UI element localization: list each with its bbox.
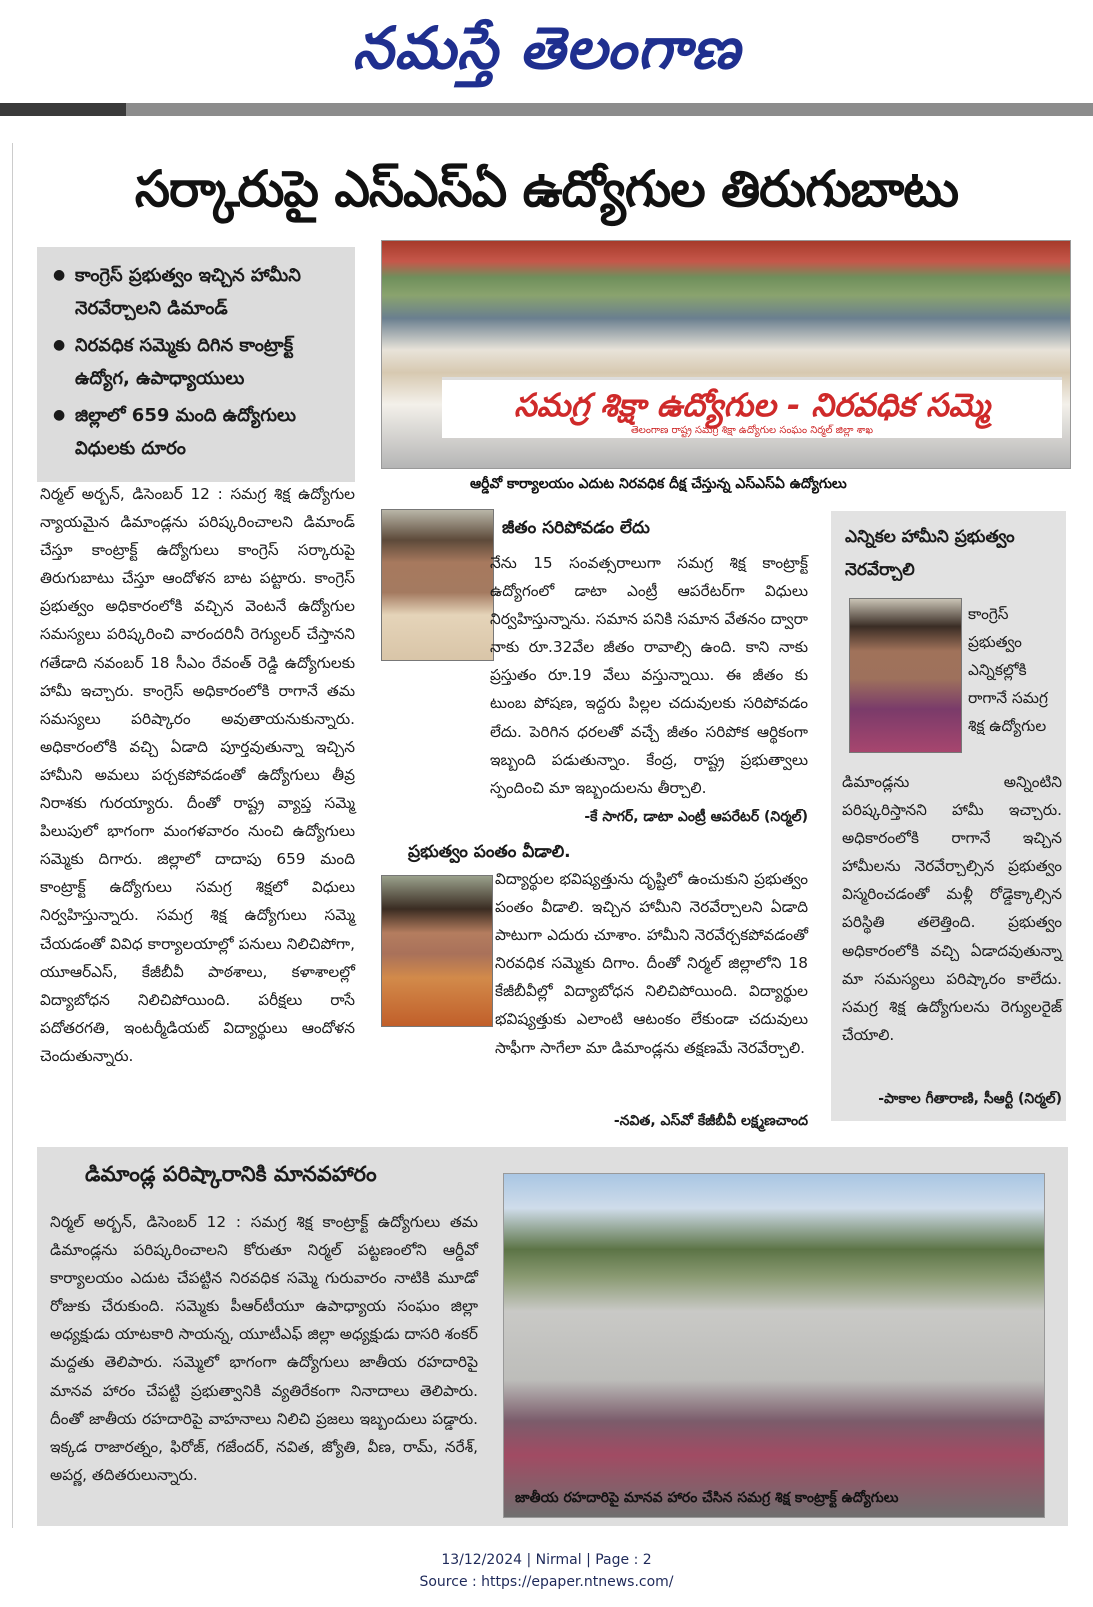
footer-edition-info: 13/12/2024 | Nirmal | Page : 2 bbox=[441, 1552, 652, 1568]
human-chain-photo bbox=[503, 1173, 1045, 1518]
quote1-heading: జీతం సరిపోవడం లేదు bbox=[502, 518, 650, 538]
quote3-signature: -పాకాల గీతారాణి, సీఆర్టీ (నిర్మల్) bbox=[878, 1091, 1062, 1107]
main-headline: సర్కారుపై ఎస్‌ఎస్‌ఏ ఉద్యోగుల తిరుగుబాటు bbox=[134, 160, 959, 218]
main-story-text: నిర్మల్ అర్బన్, డిసెంబర్ 12 : సమగ్ర శిక్ష ఉద్యోగుల న్యాయమైన డిమాండ్లను పరిష్కరించాలని డిమాండ్ చేస్తూ కాంట్రాక్ట్ ఉద్యోగులు కాంగ్రెస్ సర్కారుపై తిరుగుబాటు చేస్తూ ఆందోళన బాట పట్టారు. కాంగ్రెస్ ప్రభుత్వం అధికారంలోకి వచ్చిన వెంటనే ఉద్యోగుల సమస్యలు పరిష్కరించి వారందరినీ రెగ్యులర్ చేస్తానని గతేడాది నవంబర్ 18 సీఎం రేవంత్ రెడ్డి ఉద్యోగులకు హామీ ఇచ్చారు. కాంగ్రెస్ అధికారంలోకి రాగానే తమ సమస్యలు పరిష్కారం అవుతాయనుకున్నారు. అధికారంలోకి వచ్చి ఏడాది పూర్తవుతున్నా ఇచ్చిన హామీని అమలు పర్చకపోవడంతో ఉద్యోగులు తీవ్ర నిరాశకు గురయ్యారు. దీంతో రాష్ట్ర వ్యాప్త సమ్మె పిలుపులో భాగంగా మంగళవారం నుంచి ఉద్యోగులు సమ్మెకు దిగారు. జిల్లాలో దాదాపు 659 మంది కాంట్రాక్ట్ ఉద్యోగులు సమగ్ర శిక్షలో విధులు నిర్వహిస్తున్నారు. సమగ్ర శిక్ష ఉద్యోగులు సమ్మె చేయడంతో వివిధ కార్యాలయాల్లో పనులు నిలిచిపోగా, యూఆర్‌ఎస్, కేజీబీవీ పాఠశాలు, కళాశాలల్లో విద్యాబోధన నిలిచిపోయింది. పరీక్షలు రాసే పదోతరగతి, ఇంటర్మీడియట్ విద్యార్థులు ఆందోళన చెందుతున్నారు. bbox=[40, 485, 355, 1065]
human-chain-caption: జాతీయ రహదారిపై మానవ హారం చేసిన సమగ్ర శిక్ష కాంట్రాక్ట్ ఉద్యోగులు bbox=[515, 1490, 899, 1506]
protest-photo-caption: ఆర్డీవో కార్యాలయం ఎదుట నిరవధిక దీక్ష చేస్తున్న ఎస్‌ఎస్‌ఏ ఉద్యోగులు bbox=[470, 476, 847, 492]
quote2-signature: -నవిత, ఎస్‌వో కేజీబీవీ లక్ష్మణచాంద bbox=[613, 1113, 808, 1129]
masthead-rule-dark bbox=[0, 103, 126, 116]
protest-banner-text: సమగ్ర శిక్షా ఉద్యోగుల - నిరవధిక సమ్మె bbox=[514, 386, 990, 424]
masthead bbox=[0, 0, 1093, 100]
portrait-navitha bbox=[381, 875, 493, 1027]
footer-source-link[interactable]: Source : https://epaper.ntnews.com/ bbox=[419, 1574, 674, 1590]
protest-banner-subtext: తెలంగాణ రాష్ట్ర సమగ్ర శిక్షా ఉద్యోగుల సంఘం నిర్మల్ జిల్లా శాఖ bbox=[630, 425, 874, 436]
portrait-sagar bbox=[381, 509, 494, 661]
quote2-text: విద్యార్థుల భవిష్యత్తును దృష్టిలో ఉంచుకుని ప్రభుత్వం పంతం వీడాలి. ఇచ్చిన హామీని నెరవేర్చాలని ఏడాది పాటుగా ఎదురు చూశాం. హామీని నెరవేర్చకపోవడంతో నిరవధిక సమ్మెకు దిగాం. దీంతో నిర్మల్ జిల్లాలోని 18 కేజీబీవీల్లో విద్యాబోధన నిలిచిపోయింది. విద్యార్థుల భవిష్యత్తుకు ఎలాంటి ఆటంకం లేకుండా చదువులు సాఫీగా సాగేలా మా డిమాండ్లను తక్షణమే నెరవేర్చాలి. bbox=[495, 870, 808, 1057]
newspaper-logo: నమస్తే తెలంగాణ bbox=[352, 14, 741, 82]
quote2-heading: ప్రభుత్వం పంతం వీడాలి. bbox=[408, 842, 571, 862]
quote1-text: నేను 15 సంవత్సరాలుగా సమగ్ర శిక్ష కాంట్రాక్ట్ ఉద్యోగంలో డాటా ఎంట్రీ ఆపరేటర్‌గా విధులు నిర్వహిస్తున్నాను. సమాన పనికి సమాన వేతనం ద్వారా నాకు రూ.32వేల జీతం రావాల్సి ఉంది. కాని నాకు ప్రస్తుతం రూ.19 వేలు వస్తున్నాయి. ఈ జీతం కు టుంబ పోషణ, ఇద్దరు పిల్లల చదువులకు సరిపోవడం లేదు. పెరిగిన ధరలతో వచ్చే జీతం సరిపోక ఆర్థికంగా ఇబ్బంది పడుతున్నాం. కేంద్ర, రాష్ట్ర ప్రభుత్వాలు స్పందించి మా ఇబ్బందులను తీర్చాలి. bbox=[490, 554, 808, 797]
highlight-item: ● జిల్లాలో 659 మంది ఉద్యోగులు విధులకు దూరం bbox=[51, 399, 341, 465]
masthead-rule-grey bbox=[126, 103, 1093, 116]
page-footer bbox=[0, 1549, 1093, 1593]
second-story-heading: డిమాండ్ల పరిష్కారానికి మానవహారం bbox=[85, 1162, 377, 1186]
protest-banner bbox=[442, 377, 1062, 438]
protest-photo bbox=[381, 240, 1071, 469]
highlight-item: ● నిరవధిక సమ్మెకు దిగిన కాంట్రాక్ట్ ఉద్యోగ, ఉపాధ్యాయులు bbox=[51, 329, 341, 395]
highlights-box bbox=[37, 247, 355, 482]
quote1-signature: -కే సాగర్, డాటా ఎంట్రీ ఆపరేటర్ (నిర్మల్) bbox=[584, 809, 808, 825]
highlight-item: ● కాంగ్రెస్ ప్రభుత్వం ఇచ్చిన హామీని నెరవేర్చాలని డిమాండ్ bbox=[51, 259, 341, 325]
quote3-text: డిమాండ్లను అన్నింటిని పరిష్కరిస్తానని హామీ ఇచ్చారు. అధికారంలోకి రాగానే ఇచ్చిన హామీలను నెరవేర్చాల్సిన ప్రభుత్వం విస్మరించడంతో మళ్లీ రోడ్డెక్కాల్సిన పరిస్థితి తలెత్తింది. ప్రభుత్వం అధికారంలోకి వచ్చి ఏడాదవుతున్నా మా సమస్యలు పరిష్కారం కాలేదు. సమగ్ర శిక్ష ఉద్యోగులను రెగ్యులరైజ్ చేయాలి. bbox=[842, 773, 1062, 1044]
quote3-heading: ఎన్నికల హామీని ప్రభుత్వం నెరవేర్చాలి bbox=[845, 527, 1015, 580]
quote3-text-beside: కాంగ్రెస్ ప్రభుత్వం ఎన్నికల్లోకి రాగానే సమగ్ర శిక్ష ఉద్యోగుల bbox=[968, 605, 1048, 736]
second-story-text: నిర్మల్ అర్బన్, డిసెంబర్ 12 : సమగ్ర శిక్ష కాంట్రాక్ట్ ఉద్యోగులు తమ డిమాండ్లను పరిష్కరించాలని కోరుతూ నిర్మల్ పట్టణంలోని ఆర్డీవో కార్యాలయం ఎదుట చేపట్టిన నిరవధిక సమ్మె గురువారం నాటికి మూడో రోజుకు చేరుకుంది. సమ్మెకు పీఆర్‌టీయూ ఉపాధ్యాయ సంఘం జిల్లా అధ్యక్షుడు యాటకారి సాయన్న, యూటీఎఫ్ జిల్లా అధ్యక్షుడు దాసరి శంకర్ మద్దతు తెలిపారు. సమ్మెలో భాగంగా ఉద్యోగులు జాతీయ రహదారిపై మానవ హారం చేపట్టి ప్రభుత్వానికి వ్యతిరేకంగా నినాదాలు తెలిపారు. దీంతో జాతీయ రహదారిపై వాహనాలు నిలిచి ప్రజలు ఇబ్బందులు పడ్డారు. ఇక్కడ రాజారత్నం, ఫిరోజ్, గజేందర్, నవిత, జ్యోతి, వీణ, రామ్, నరేశ్, అపర్ణ, తదితరులున్నారు. bbox=[50, 1213, 478, 1484]
portrait-geetharani bbox=[849, 598, 962, 753]
